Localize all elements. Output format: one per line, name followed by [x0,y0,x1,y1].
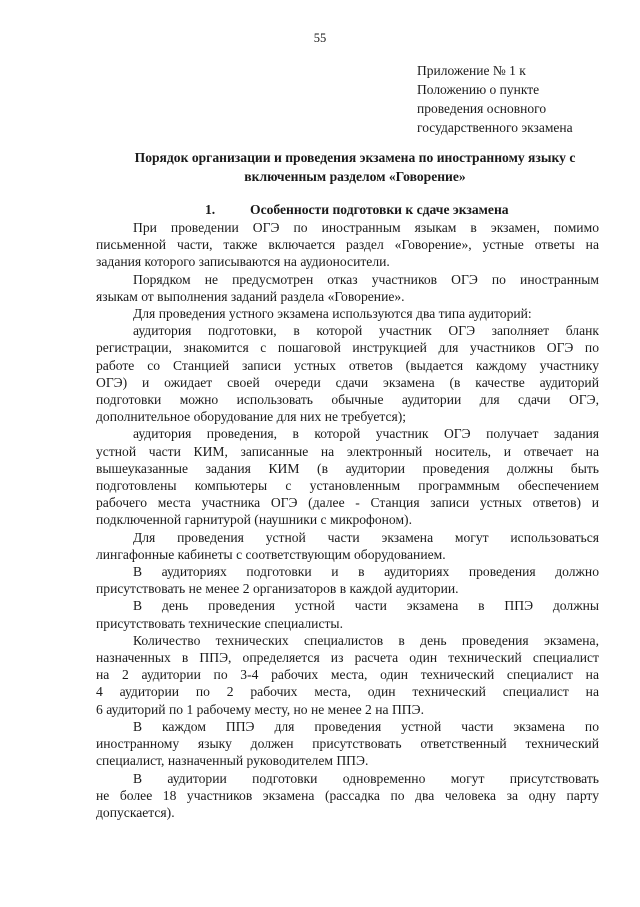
paragraph [96,305,599,322]
paragraph-line: присутствовать не менее 2 организаторов в каждой аудитории. [96,581,459,597]
section-title: Особенности подготовки к сдаче экзамена [250,202,509,217]
title-line: включенным разделом «Говорение» [244,169,466,184]
paragraph-line: 4 аудитории по 2 рабочих места, один технический специалист на [96,684,599,700]
paragraph-line: языкам от выполнения заданий раздела «Говорение». [96,288,405,304]
paragraph-line: В день проведения устной части экзамена в ППЭ должны [133,598,599,614]
appendix-line: Приложение № 1 к [417,63,526,78]
paragraph [96,597,599,631]
document-title [95,148,615,186]
paragraph-line: В аудитории подготовки одновременно могут присутствовать [133,770,599,786]
paragraph-line: В каждом ППЭ для проведения устной части экзамена по [133,718,599,734]
appendix-line: проведения основного [417,101,547,116]
body-text [96,219,599,821]
paragraph-line: 6 аудиторий по 1 рабочему месту, но не менее 2 на ППЭ. [96,701,424,717]
paragraph-line: аудитория проведения, в которой участник ОГЭ получает задания [133,426,599,442]
paragraph-line: подготовки можно использовать обычные аудитории для сдачи ОГЭ, [96,392,599,408]
paragraph-line: Для проведения устной части экзамена могут использоваться [133,529,599,545]
paragraph-line: устной части КИМ, записанные на электронный носитель, и отвечает на [96,443,599,459]
paragraph-line: задания которого записываются на аудионосители. [96,254,390,270]
paragraph-line: лингафонные кабинеты с соответствующим оборудованием. [96,546,446,562]
paragraph-line: письменной части, также включается раздел «Говорение», устные ответы на [96,237,599,253]
paragraph-line: регистрации, знакомится с пошаговой инструкцией для участников ОГЭ по [96,340,599,356]
paragraph-line: подключенной гарнитурой (наушники с микрофоном). [96,512,412,528]
section-number: 1. [205,202,216,217]
paragraph-line: назначенных в ППЭ, определяется из расчета один технический специалист [96,650,599,666]
paragraph-line: допускается). [96,804,175,820]
paragraph-line: присутствовать технические специалисты. [96,615,343,631]
paragraph-line: вышеуказанные задания КИМ (в аудитории проведения должны быть [96,460,599,476]
paragraph [96,322,599,425]
paragraph-line: При проведении ОГЭ по иностранным языкам в экзамен, помимо [133,220,599,235]
paragraph-line: дополнительное оборудование для них не требуется); [96,409,407,425]
page-number: 55 [313,31,327,45]
paragraph-line: специалист, назначенный руководителем ППЭ. [96,753,369,769]
paragraph-line: работе со Станцией записи устных ответов (выдается каждому участнику [96,357,599,373]
paragraph-line: на 2 аудитории по 3-4 рабочих места, один технический специалист на [96,667,599,683]
appendix-reference [417,61,573,137]
paragraph-line: Для проведения устного экзамена используются два типа аудиторий: [133,306,532,322]
paragraph-line: Количество технических специалистов в день проведения экзамена, [133,632,599,648]
paragraph [96,219,599,271]
paragraph-line: иностранному языку должен присутствовать ответственный технический [96,736,599,752]
section-heading [205,202,509,218]
paragraph-line: не более 18 участников экзамена (рассадка по два человека за одну парту [96,787,599,803]
paragraph-line: аудитория подготовки, в которой участник ОГЭ заполняет бланк [133,323,599,339]
paragraph [96,718,599,770]
appendix-line: государственного экзамена [417,120,573,135]
paragraph-line: Порядком не предусмотрен отказ участников ОГЭ по иностранным [133,271,599,287]
paragraph [96,271,599,305]
paragraph [96,632,599,718]
paragraph-line: подготовлены компьютеры с установленным программным обеспечением [96,478,599,494]
appendix-line: Положению о пункте [417,82,540,97]
paragraph [96,563,599,597]
paragraph-line: В аудиториях подготовки и в аудиториях проведения должно [133,564,599,580]
title-line: Порядок организации и проведения экзамена по иностранному языку с [134,150,576,165]
paragraph [96,770,599,822]
paragraph-line: ОГЭ) и ожидает своей очереди сдачи экзамена (в качестве аудиторий [96,374,599,390]
paragraph [96,529,599,563]
paragraph-line: рабочего места участника ОГЭ (далее - Станция записи устных ответов) и [96,495,599,511]
paragraph [96,425,599,528]
